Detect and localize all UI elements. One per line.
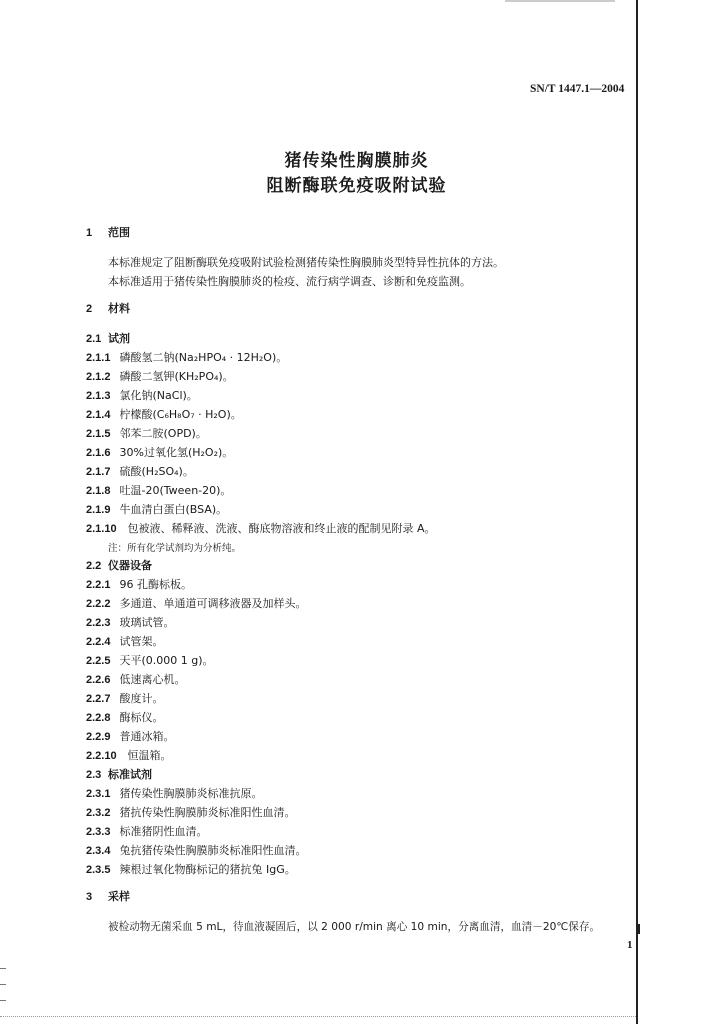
title-line-2: 阻断酶联免疫吸附试验 [266, 176, 447, 196]
item-number: 2.1.3 [86, 390, 111, 402]
subsection-heading-equipment [86, 559, 152, 573]
item-number: 2.1.4 [86, 409, 111, 421]
reagent-item [86, 351, 287, 365]
item-number: 2.1.10 [86, 523, 117, 535]
subsection-heading-standards [86, 768, 152, 782]
item-number: 2.3.5 [86, 864, 111, 876]
scan-artifact-top [505, 0, 615, 2]
equipment-item [86, 597, 307, 611]
reagent-item [86, 389, 198, 403]
item-text: 酶标仪。 [119, 711, 164, 724]
item-number: 2.2.5 [86, 655, 111, 667]
item-text: 普通冰箱。 [119, 730, 175, 743]
item-number: 2.3.3 [86, 826, 111, 838]
item-text: 96 孔酶标板。 [119, 578, 192, 591]
equipment-item [86, 654, 214, 668]
item-number: 2.1.7 [86, 466, 111, 478]
equipment-item [86, 635, 164, 649]
page-number: 1 [627, 939, 633, 951]
item-text: 玻璃试管。 [119, 616, 175, 629]
reagent-item [86, 370, 234, 384]
item-number: 2.3.4 [86, 845, 111, 857]
item-number: 2.2.7 [86, 693, 111, 705]
section-heading-scope [86, 226, 130, 240]
reagent-item [86, 522, 436, 536]
item-number: 2.3.2 [86, 807, 111, 819]
item-number: 2.3.1 [86, 788, 111, 800]
item-text: 硫酸(H₂SO₄)。 [119, 465, 194, 478]
item-text: 辣根过氧化物酶标记的猪抗兔 IgG。 [119, 863, 296, 876]
item-text: 邻苯二胺(OPD)。 [119, 427, 207, 440]
standard-item [86, 825, 208, 839]
equipment-item [86, 692, 164, 706]
item-text: 氯化钠(NaCl)。 [119, 389, 198, 402]
item-text: 多通道、单通道可调移液器及加样头。 [119, 597, 307, 610]
reagent-item [86, 446, 233, 460]
item-number: 2.2.10 [86, 750, 117, 762]
item-text: 酸度计。 [119, 692, 164, 705]
item-number: 2.2.9 [86, 731, 111, 743]
item-number: 2.2.6 [86, 674, 111, 686]
standard-item [86, 806, 296, 820]
item-text: 磷酸二氢钾(KH₂PO₄)。 [119, 370, 234, 383]
standard-code: SN/T 1447.1—2004 [530, 83, 625, 95]
item-number: 2.2.8 [86, 712, 111, 724]
item-text: 吐温-20(Tween-20)。 [119, 484, 232, 497]
subsection-title: 标准试剂 [108, 768, 152, 781]
subsection-heading-reagents [86, 332, 130, 346]
equipment-item [86, 673, 186, 687]
subsection-title: 仪器设备 [108, 559, 152, 572]
item-text: 猪抗传染性胸膜肺炎标准阳性血清。 [119, 806, 296, 819]
item-text: 兔抗猪传染性胸膜肺炎标准阳性血清。 [119, 844, 307, 857]
item-text: 天平(0.000 1 g)。 [119, 654, 214, 667]
item-text: 猪传染性胸膜肺炎标准抗原。 [119, 787, 263, 800]
equipment-item [86, 730, 175, 744]
scan-artifact-bottom [0, 1016, 636, 1018]
section-number: 3 [86, 891, 93, 903]
section-heading-sampling [86, 890, 130, 904]
scan-artifact-left [0, 984, 6, 985]
scan-artifact-left [0, 1000, 6, 1001]
standard-item [86, 863, 296, 877]
reagent-item [86, 484, 231, 498]
margin-tick [636, 924, 640, 934]
item-number: 2.1.6 [86, 447, 111, 459]
section-heading-materials [86, 302, 130, 316]
subsection-number: 2.2 [86, 560, 102, 572]
equipment-item [86, 711, 164, 725]
equipment-item [86, 749, 172, 763]
item-number: 2.1.2 [86, 371, 111, 383]
reagent-item [86, 503, 227, 517]
standard-item [86, 844, 307, 858]
reagent-item [86, 408, 242, 422]
item-number: 2.2.2 [86, 598, 111, 610]
subsection-number: 2.1 [86, 333, 102, 345]
item-text: 试管架。 [119, 635, 164, 648]
item-text: 包被液、稀释液、洗液、酶底物溶液和终止液的配制见附录 A。 [127, 522, 436, 535]
item-number: 2.2.3 [86, 617, 111, 629]
equipment-item [86, 616, 175, 630]
section-title: 材料 [108, 302, 130, 315]
equipment-item [86, 578, 192, 592]
item-text: 30%过氧化氢(H₂O₂)。 [119, 446, 234, 459]
reagent-note: 注：所有化学试剂均为分析纯。 [108, 543, 242, 554]
subsection-number: 2.3 [86, 769, 102, 781]
scope-paragraph-1: 本标准规定了阻断酶联免疫吸附试验检测猪传染性胸膜肺炎型特异性抗体的方法。 [108, 256, 504, 269]
reagent-item [86, 465, 194, 479]
item-number: 2.1.5 [86, 428, 111, 440]
item-text: 柠檬酸(C₆H₈O₇ · H₂O)。 [119, 408, 242, 421]
section-title: 采样 [108, 890, 130, 903]
standard-item [86, 787, 263, 801]
subsection-title: 试剂 [108, 332, 130, 345]
item-number: 2.2.1 [86, 579, 111, 591]
item-text: 牛血清白蛋白(BSA)。 [119, 503, 228, 516]
section-number: 1 [86, 227, 93, 239]
scope-paragraph-2: 本标准适用于猪传染性胸膜肺炎的检疫、流行病学调查、诊断和免疫监测。 [108, 275, 471, 288]
sampling-paragraph: 被检动物无菌采血 5 mL，待血液凝固后，以 2 000 r/min 离心 10 min，分离血清，血清－20℃保存。 [108, 921, 601, 933]
item-text: 磷酸氢二钠(Na₂HPO₄ · 12H₂O)。 [119, 351, 288, 364]
section-number: 2 [86, 303, 93, 315]
item-number: 2.2.4 [86, 636, 111, 648]
item-number: 2.1.1 [86, 352, 111, 364]
item-text: 低速离心机。 [119, 673, 186, 686]
item-number: 2.1.8 [86, 485, 111, 497]
item-number: 2.1.9 [86, 504, 111, 516]
item-text: 恒温箱。 [127, 749, 172, 762]
section-title: 范围 [108, 226, 130, 239]
reagent-item [86, 427, 207, 441]
title-line-1: 猪传染性胸膜肺炎 [284, 151, 429, 171]
item-text: 标准猪阴性血清。 [119, 825, 208, 838]
scan-artifact-left [0, 968, 6, 969]
